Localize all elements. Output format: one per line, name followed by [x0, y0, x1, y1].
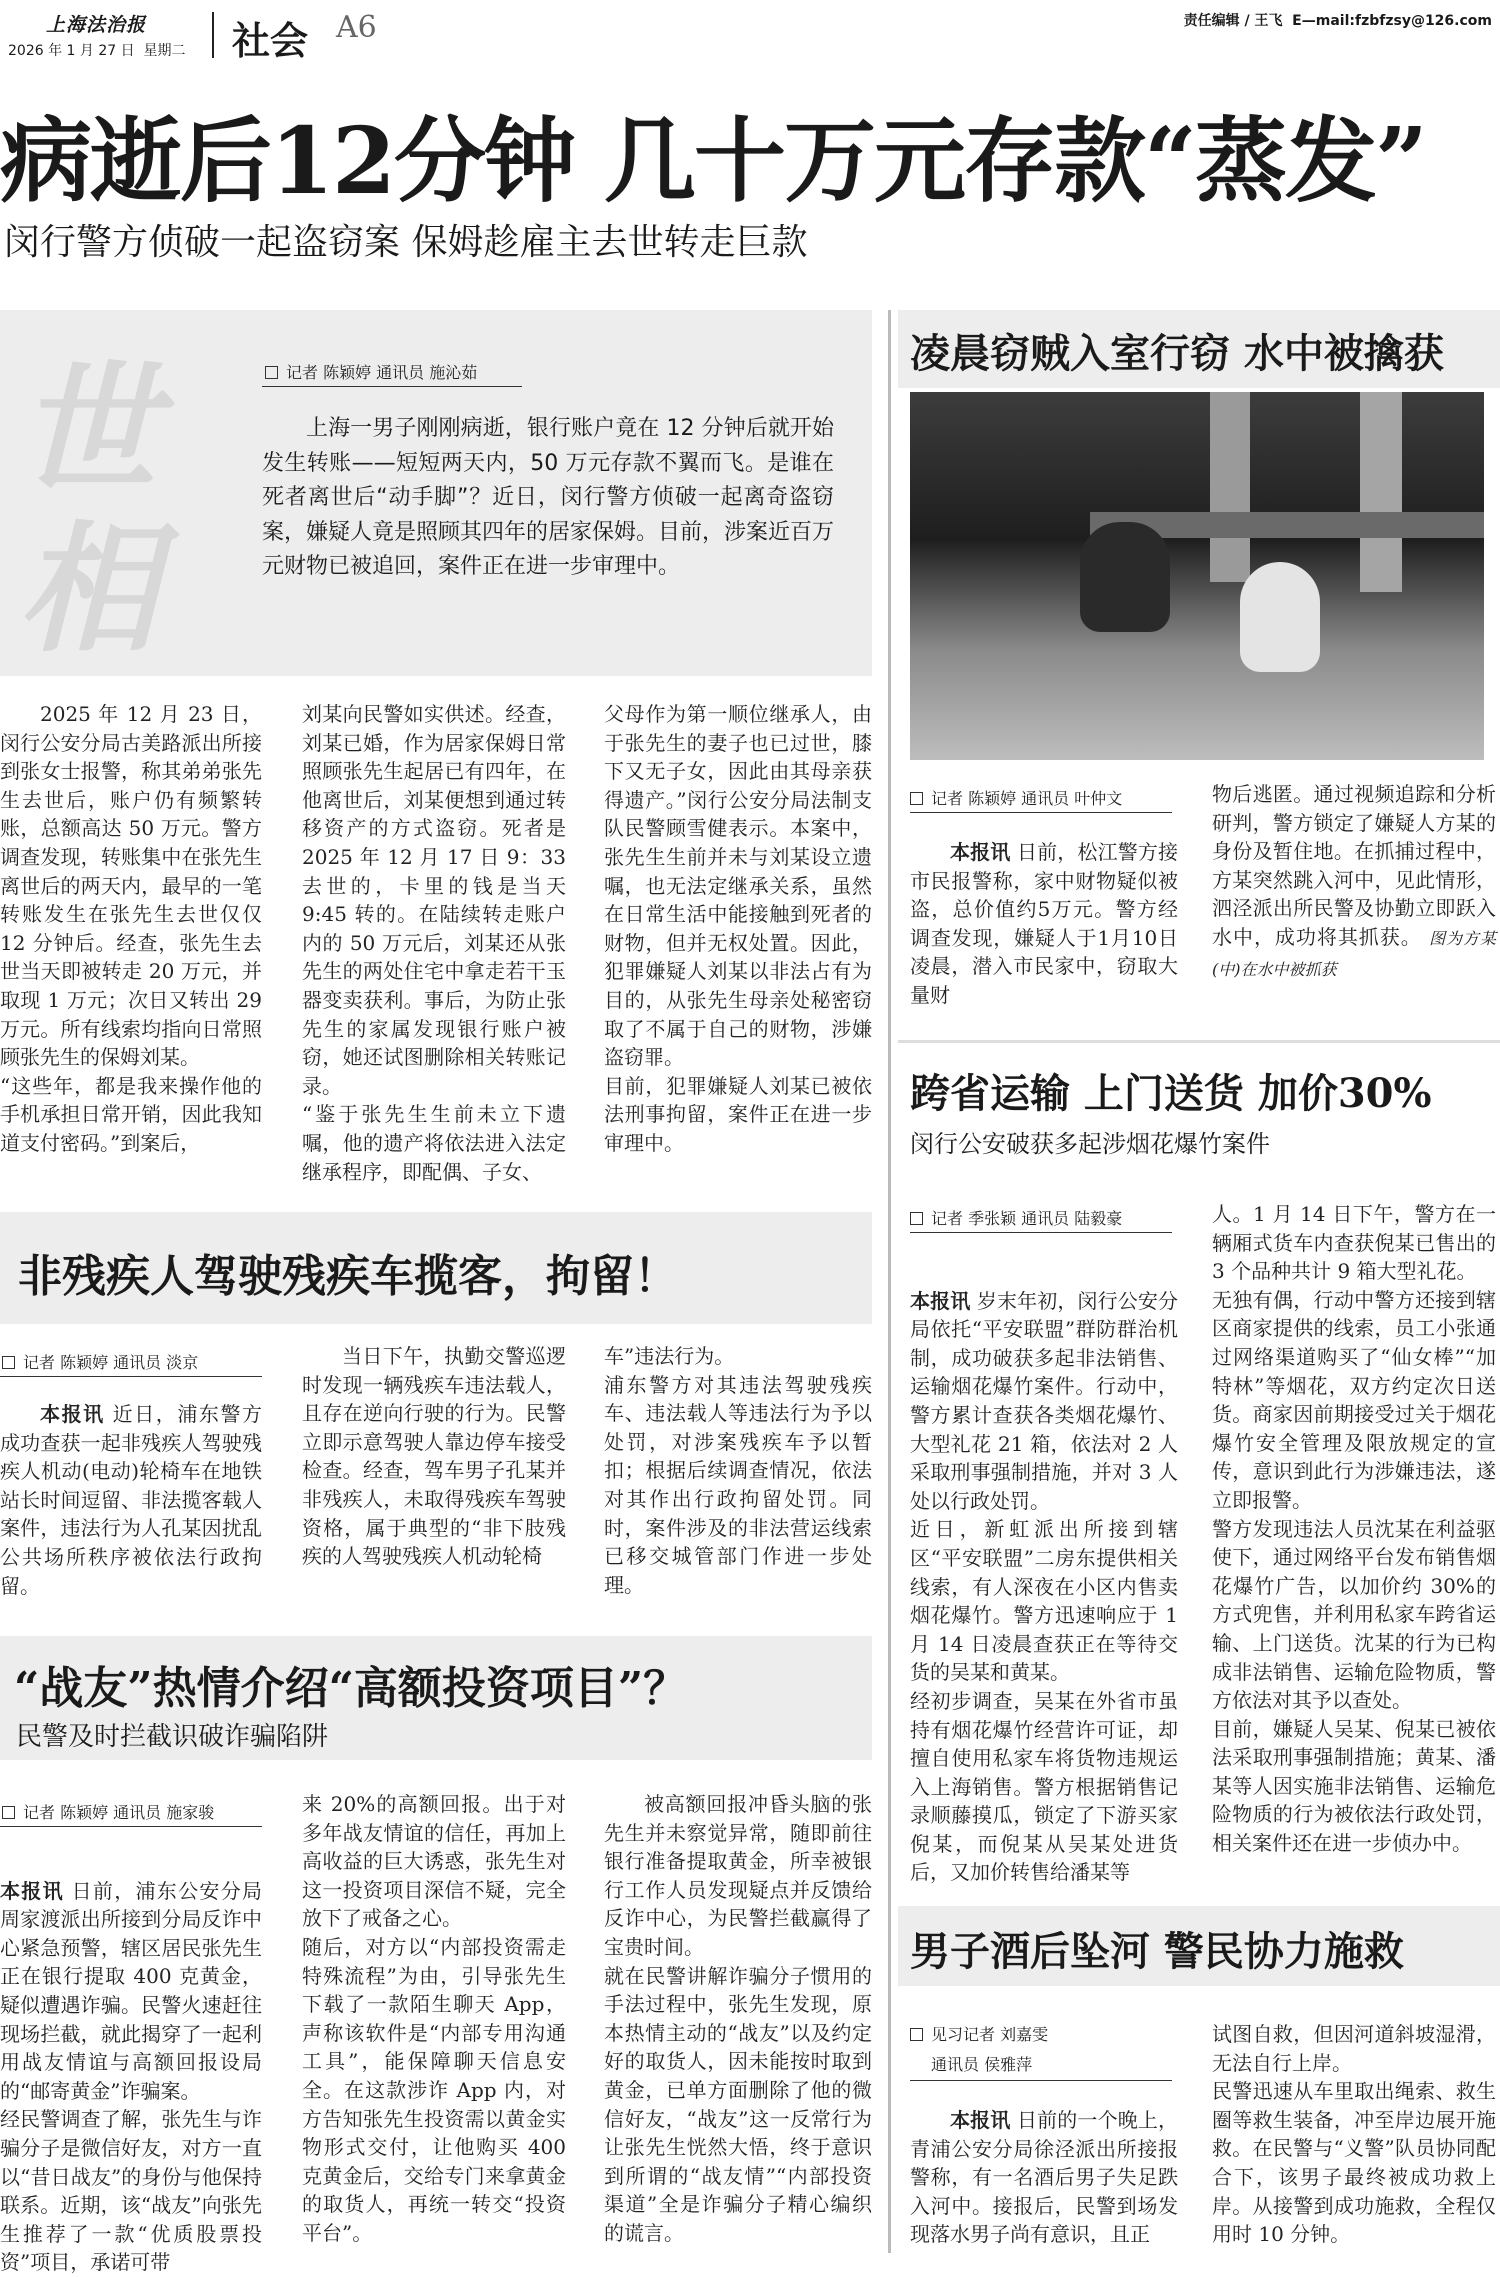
byline-underline — [910, 2080, 1172, 2081]
photo-pillar — [1210, 392, 1250, 582]
fireworks-headline: 跨省运输 上门送货 加价30% — [910, 1070, 1432, 1117]
drowning-byline: 见习记者 刘嘉雯 通讯员 侯雅萍 — [910, 2020, 1048, 2080]
burglar-col2: 物后逃匿。通过视频追踪和分析研判，警方锁定了嫌疑人方某的身份及暂住地。在抓捕过程中，方某突然跳入河中，见此情形，泗泾派出所民警及协勤立即跃入水中，成功将其抓获。 图为方某(中)在水中被抓获 — [1212, 782, 1496, 979]
masthead — [0, 0, 1500, 70]
main-story-col1: 2025 年 12 月 23 日，闵行公安分局古美路派出所接到张女士报警，称其弟弟张先生去世后，账户仍有频繁转账，总额高达 50 万元。警方调查发现，转账集中在张先生离世后的两天内，最早的一笔转账发生在张先生去世仅仅 12 分钟后。经查，张先生去世当天即被转走 20 万元，并取现 1 万元；次日又转出 29 万元。所有线索均指向日常照顾张先生的保姆刘某。 “这些年，都是我来操作他的手机承担日常开销，因此我知道支付密码。”到案后， — [0, 702, 262, 1155]
editor-credit: 责任编辑 / 王飞 E—mail:fzbfzsy@126.com — [1183, 13, 1492, 29]
main-subheadline: 闵行警方侦破一起盗窃案 保姆趁雇主去世转走巨款 — [4, 222, 808, 263]
drowning-col2: 试图自救，但因河道斜坡湿滑，无法自行上岸。 民警迅速从车里取出绳索、救生圈等救生装备，冲至岸边展开施救。在民警与“义警”队员协同配合下，该男子最终被成功救上岸。从接警到成功施救，全程仅用时 10 分钟。 — [1212, 2022, 1496, 2247]
fireworks-col1: 本报讯 岁末年初，闵行公安分局依托“平安联盟”群防群治机制，成功破获多起非法销售、运输烟花爆竹案件。行动中，警方累计查获各类烟花爆竹、大型礼花 21 箱，依法对 2 人采取刑事强制措施，并对 3 人处以行政处罚。 近日，新虹派出所接到辖区“平安联盟”二房东提供相关线索，有人深夜在小区内售卖烟花爆竹。警方迅速响应于 1 月 14 日凌晨查获正在等待交货的吴某和黄某。 经初步调查，吴某在外省市虽持有烟花爆竹经营许可证，却擅自使用私家车将货物违规运入上海销售。警方根据销售记录顺藤摸瓜，锁定了下游买家倪某，而倪某从吴某处进货后，又加价转售给潘某等 — [910, 1288, 1179, 1885]
wheelchair-headline: 非残疾人驾驶残疾车揽客，拘留！ — [18, 1251, 678, 1302]
lead-mark: 本报讯 — [910, 1288, 971, 1313]
drowning-headline: 男子酒后坠河 警民协力施救 — [910, 1928, 1404, 1975]
byline-box-icon — [265, 366, 278, 379]
main-headline: 病逝后12分钟 几十万元存款“蒸发” — [0, 107, 1426, 215]
photo-figure — [1080, 522, 1170, 632]
main-lede: 上海一男子刚刚病逝，银行账户竟在 12 分钟后就开始发生转账——短短两天内，50 万元存款不翼而飞。是谁在死者离世后“动手脚”？近日，闵行警方侦破一起离奇盗窃案，嫌疑人竟是照顾其四年的居家保姆。目前，涉案近百万元财物已被追回，案件正在进一步审理中。 — [262, 416, 835, 579]
wheelchair-col3: 车”违法行为。 浦东警方对其违法驾驶残疾车、违法载人等违法行为予以处罚，对涉案残疾车予以暂扣；根据后续调查情况，依法对其作出行政拘留处罚。同时，案件涉及的非法营运线索已移交城管部门作进一步处理。 — [604, 1344, 872, 1597]
fireworks-subheadline: 闵行公安破获多起涉烟花爆竹案件 — [910, 1130, 1270, 1158]
byline-box-icon — [2, 1356, 15, 1369]
fireworks-col2: 人。1 月 14 日下午，警方在一辆厢式货车内查获倪某已售出的 3 个品种共计 9 箱大型礼花。 无独有偶，行动中警方还接到辖区商家提供的线索，员工小张通过网络渠道购买了“仙女棒”“加特林”等烟花，双方约定次日送货。商家因前期接受过关于烟花爆竹安全管理及限放规定的宣传，意识到此行为涉嫌违法，遂立即报警。 警方发现违法人员沈某在利益驱使下，通过网络平台发布销售烟花爆竹广告，以加价约 30%的方式兜售，并利用私家车跨省运输、上门送货。沈某的行为已构成非法销售、运输危险物质，警方依法对其予以查处。 目前，嫌疑人吴某、倪某已被依法采取刑事强制措施；黄某、潘某等人因实施非法销售、运输危险物质的行为被依法行政处罚，相关案件还在进一步侦办中。 — [1212, 1202, 1496, 1856]
lead-mark: 本报讯 — [950, 2108, 1011, 2132]
burglar-col1: 本报讯 日前，松江警方接市民报警称，家中财物疑似被盗，总价值约5万元。警方经调查发现，嫌疑人于1月10日凌晨，潜入市民家中，窃取大量财 — [910, 840, 1179, 1007]
wheelchair-col2: 当日下午，执勤交警巡逻时发现一辆残疾车违法载人，且存在逆向行驶的行为。民警立即示意驾驶人靠边停车接受检查。经查，驾车男子孔某并非残疾人，未取得残疾车驾驶资格，属于典型的“非下肢残疾的人驾驶残疾人机动轮椅 — [302, 1344, 566, 1569]
fireworks-rule — [898, 1040, 1500, 1043]
scam-byline: 记者 陈颖婷 通讯员 施家骏 — [2, 1800, 214, 1823]
main-story-col2: 刘某向民警如实供述。经查，刘某已婚，作为居家保姆日常照顾张先生起居已有四年，在他离世后，刘某便想到通过转移资产的方式盗窃。死者是 2025 年 12 月 17 日 9：33 去世的，卡里的钱是当天 9:45 转的。在陆续转走账户内的 50 万元后，刘某还从张先生的两处住宅中拿走若干玉器变卖获利。事后，为防止张先生的家属发现银行账户被窃，她还试图删除相关转账记录。 “鉴于张先生生前未立下遗嘱，他的遗产将依法进入法定继承程序，即配偶、子女、 — [302, 702, 566, 1184]
byline-box-icon — [910, 1212, 923, 1225]
lead-mark: 本报讯 — [0, 1878, 64, 1903]
photo-caption: 图为方某(中)在水中被抓获 — [1212, 928, 1496, 979]
byline-underline — [910, 812, 1172, 813]
byline-box-icon — [2, 1806, 15, 1819]
drowning-col1: 本报讯 日前的一个晚上，青浦公安分局徐泾派出所接报警称，有一名酒后男子失足跌入河中。接报后，民警到场发现落水男子尚有意识，且正 — [910, 2108, 1179, 2247]
byline-box-icon — [910, 792, 923, 805]
lead-mark: 本报讯 — [40, 1402, 105, 1426]
page-number: A6 — [336, 10, 377, 45]
paper-name-logo: 上海法治报 — [46, 14, 147, 36]
issue-date: 2026 年 1 月 27 日 星期二 — [8, 43, 186, 59]
column-mark-shiXiang: 世相 — [18, 348, 159, 672]
photo-pillar — [1360, 392, 1402, 592]
scam-headline: “战友”热情介绍“高额投资项目”？ — [14, 1663, 688, 1714]
scam-subheadline: 民警及时拦截识破诈骗陷阱 — [16, 1722, 329, 1752]
main-byline: 记者 陈颖婷 通讯员 施沁茹 — [265, 360, 477, 383]
section-divider-vertical — [888, 310, 891, 2253]
byline-underline — [0, 1376, 262, 1377]
burglar-headline: 凌晨窃贼入室行窃 水中被擒获 — [910, 330, 1444, 377]
wheelchair-byline: 记者 陈颖婷 通讯员 淡京 — [2, 1350, 198, 1373]
main-story-col3: 父母作为第一顺位继承人，由于张先生的妻子也已过世，膝下又无子女，因此由其母亲获得遗产。”闵行公安分局法制支队民警顾雪健表示。本案中，张先生生前并未与刘某设立遗嘱，也无法定继承关系，虽然在日常生活中能接触到死者的财物，但并无权处置。因此，犯罪嫌疑人刘某以非法占有为目的，从张先生母亲处秘密窃取了不属于自己的财物，涉嫌盗窃罪。 目前，犯罪嫌疑人刘某已被依法刑事拘留，案件正在进一步审理中。 — [604, 702, 872, 1155]
byline-underline — [262, 386, 522, 387]
byline-underline — [910, 1232, 1172, 1233]
masthead-divider — [212, 12, 214, 58]
lead-mark: 本报讯 — [950, 840, 1011, 864]
byline-box-icon — [910, 2028, 923, 2041]
burglar-byline: 记者 陈颖婷 通讯员 叶仲文 — [910, 786, 1122, 809]
scam-col1: 本报讯 日前，浦东公安分局周家渡派出所接到分局反诈中心紧急预警，辖区居民张先生正在银行提取 400 克黄金，疑似遭遇诈骗。民警火速赶往现场拦截，就此揭穿了一起利用战友情谊与高额回报设局的“邮寄黄金”诈骗案。 经民警调查了解，张先生与诈骗分子是微信好友，对方一直以“昔日战友”的身份与他保持联系。近期，该“战友”向张先生推荐了一款“优质股票投资”项目，承诺可带 — [0, 1878, 263, 2275]
fireworks-byline: 记者 季张颖 通讯员 陆毅豪 — [910, 1206, 1122, 1229]
burglar-photo — [910, 392, 1484, 760]
section-name: 社会 — [232, 19, 309, 63]
scam-col2: 来 20%的高额回报。出于对多年战友情谊的信任，再加上高收益的巨大诱惑，张先生对这一投资项目深信不疑，完全放下了戒备之心。 随后，对方以“内部投资需走特殊流程”为由，引导张先生下载了一款陌生聊天 App，声称该软件是“内部专用沟通工具”，能保障聊天信息安全。在这款涉诈 App 内，对方告知张先生投资需以黄金实物形式交付，让他购买 400 克黄金后，交给专门来拿黄金的取货人，再统一转交“投资平台”。 — [302, 1792, 566, 2245]
scam-col3: 被高额回报冲昏头脑的张先生并未察觉异常，随即前往银行准备提取黄金，所幸被银行工作人员发现疑点并反馈给反诈中心，为民警拦截赢得了宝贵时间。 就在民警讲解诈骗分子惯用的手法过程中，张先生发现，原本热情主动的“战友”以及约定好的取货人，因未能按时取到黄金，已单方面删除了他的微信好友，“战友”这一反常行为让张先生恍然大悟，终于意识到所谓的“战友情”“内部投资渠道”全是诈骗分子精心编织的谎言。 — [604, 1792, 872, 2245]
photo-figure — [1240, 562, 1320, 672]
wheelchair-col1: 本报讯 近日，浦东警方成功查获一起非残疾人驾驶残疾人机动(电动)轮椅车在地铁站长时间逗留、非法揽客载人案件，违法行为人孔某因扰乱公共场所秩序被依法行政拘留。 — [0, 1402, 263, 1598]
byline-underline — [0, 1826, 262, 1827]
